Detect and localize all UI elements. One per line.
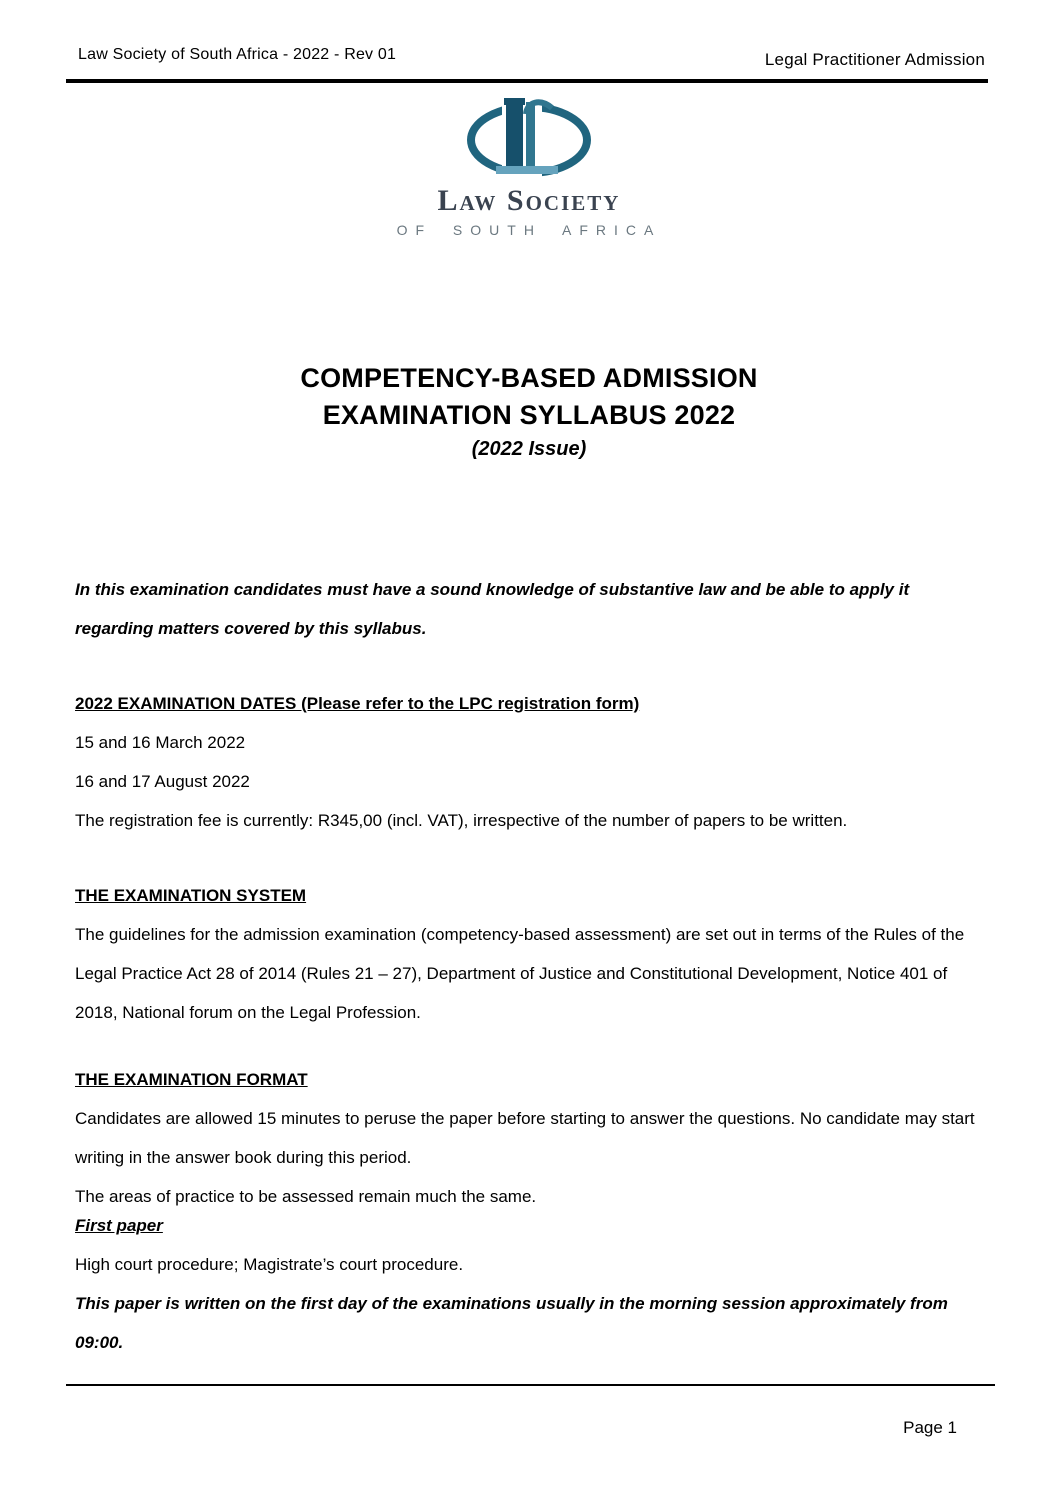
format-para-1: Candidates are allowed 15 minutes to peruse the paper before starting to answer the questions. No candidate may start writing in the answer book during this period. — [75, 1109, 975, 1167]
law-society-logo — [0, 98, 1058, 237]
title-issue: (2022 Issue) — [471, 438, 587, 460]
document-title — [0, 360, 1058, 464]
intro-paragraph: In this examination candidates must have a sound knowledge of substantive law and be able to apply it regarding matters covered by this syllabus. — [75, 580, 910, 638]
page-header — [78, 44, 985, 69]
title-line-1: COMPETENCY-BASED ADMISSION — [300, 363, 758, 393]
dates-heading: 2022 EXAMINATION DATES (Please refer to the LPC registration form) — [75, 694, 640, 713]
section-examination-format — [75, 1060, 985, 1216]
exam-date-august: 16 and 17 August 2022 — [75, 772, 250, 791]
first-paper-heading: First paper — [75, 1216, 163, 1235]
section-examination-system — [75, 876, 985, 1032]
first-paper-body: High court procedure; Magistrate’s court procedure. — [75, 1255, 464, 1274]
exam-date-march: 15 and 16 March 2022 — [75, 733, 246, 752]
system-body: The guidelines for the admission examination (competency-based assessment) are set out in terms of the Rules of the Legal Practice Act 28 of 2014 (Rules 21 – 27), Department of Justice and Constitutional Development, Notice 401 of 2018, National forum on the Legal Profession. — [75, 925, 965, 1022]
title-line-2: EXAMINATION SYLLABUS 2022 — [322, 400, 736, 430]
format-para-2: The areas of practice to be assessed remain much the same. — [75, 1187, 537, 1206]
page-number: Page 1 — [903, 1418, 957, 1437]
first-paper-note: This paper is written on the first day of the examinations usually in the morning session approximately from 09:00. — [75, 1294, 948, 1352]
system-heading: THE EXAMINATION SYSTEM — [75, 886, 307, 905]
section-first-paper — [75, 1206, 985, 1362]
logo-wordmark: Law Society — [437, 184, 621, 217]
header-doc-revision: Law Society of South Africa - 2022 - Rev 01 — [78, 46, 397, 63]
section-examination-dates — [75, 684, 985, 840]
header-doc-category: Legal Practitioner Admission — [764, 50, 985, 69]
header-rule — [66, 79, 988, 83]
registration-fee: The registration fee is currently: R345,00 (incl. VAT), irrespective of the number of papers to be written. — [75, 811, 848, 830]
law-society-emblem-icon — [464, 98, 594, 180]
logo-subtitle: OF SOUTH AFRICA — [396, 222, 662, 238]
footer-rule — [66, 1384, 995, 1386]
format-heading: THE EXAMINATION FORMAT — [75, 1070, 308, 1089]
